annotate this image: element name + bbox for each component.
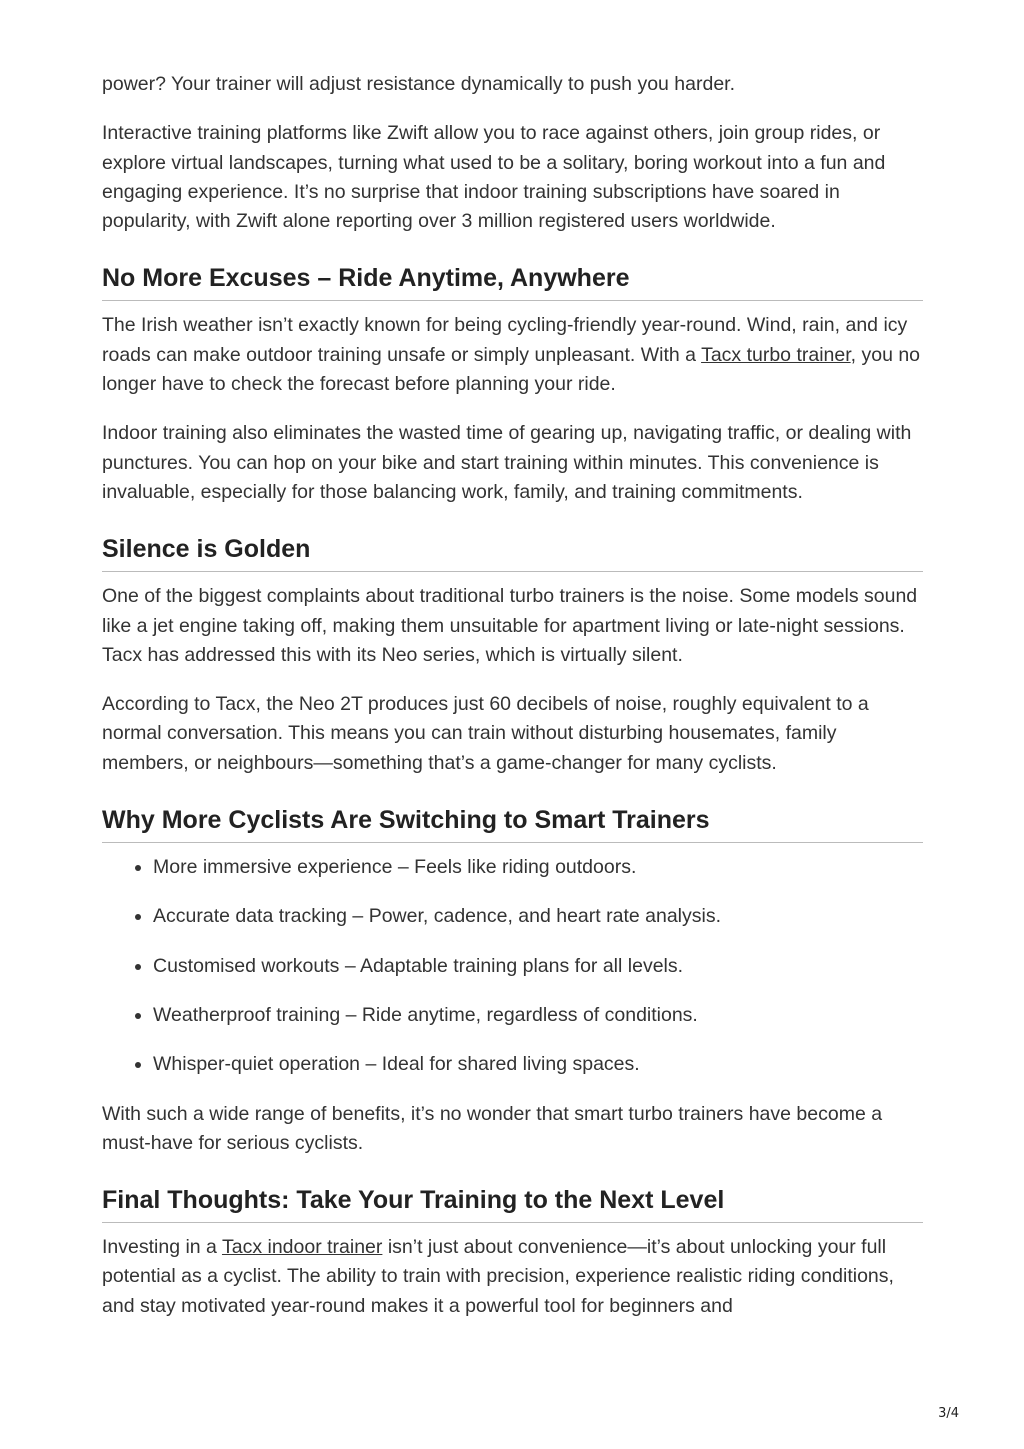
paragraph-noise-complaints: One of the biggest complaints about traditional turbo trainers is the noise. Some models sound like a jet engine taking off, making them unsuitable for apartment living or late-night sessions. Tacx has addressed this with its Neo series, which is virtually silent. [102, 585, 918, 666]
article-body [102, 70, 923, 1341]
paragraph-intro-end: power? Your trainer will adjust resistance dynamically to push you harder. [102, 73, 736, 95]
heading-why-switching: Why More Cyclists Are Switching to Smart Trainers [102, 804, 923, 843]
link-tacx-turbo-trainer[interactable]: Tacx turbo trainer [701, 343, 851, 366]
paragraph-irish-weather [102, 311, 923, 399]
paragraph-benefits-summary: With such a wide range of benefits, it’s no wonder that smart turbo trainers have become a must-have for serious cyclists. [102, 1102, 883, 1154]
heading-silence-is-golden: Silence is Golden [102, 533, 923, 572]
page-number: 3/4 [938, 1406, 959, 1421]
list-item: • Whisper-quiet operation – Ideal for shared living spaces. [153, 1050, 923, 1079]
paragraph-investing [102, 1233, 923, 1321]
list-item: • Customised workouts – Adaptable training plans for all levels. [153, 952, 923, 981]
paragraph-indoor-training: Indoor training also eliminates the wasted time of gearing up, navigating traffic, or dealing with punctures. You can hop on your bike and start training within minutes. This convenience is invaluable, especially for those balancing work, family, and training commitments. [102, 422, 912, 503]
heading-no-more-excuses: No More Excuses – Ride Anytime, Anywhere [102, 262, 923, 301]
list-item: • More immersive experience – Feels like riding outdoors. [153, 853, 923, 882]
text-span: The Irish weather isn’t exactly known for being cycling-friendly year-round. Wind, rain, and icy roads can make outdoor training unsafe or simply unpleasant. With a [102, 314, 908, 366]
heading-final-thoughts: Final Thoughts: Take Your Training to the Next Level [102, 1184, 923, 1223]
benefits-list [102, 853, 923, 1079]
list-item: • Weatherproof training – Ride anytime, regardless of conditions. [153, 1001, 923, 1030]
paragraph-neo-2t-decibels: According to Tacx, the Neo 2T produces just 60 decibels of noise, roughly equivalent to a normal conversation. This means you can train without disturbing housemates, family members, or neighbours—something that’s a game-changer for many cyclists. [102, 693, 869, 774]
text-span: Investing in a [102, 1236, 222, 1259]
text-span: , you no longer have to check the forecast before planning your ride. [102, 343, 921, 396]
paragraph-interactive-platforms: Interactive training platforms like Zwift allow you to race against others, join group rides, or explore virtual landscapes, turning what used to be a solitary, boring workout into a fun and engaging experience. It’s no surprise that indoor training subscriptions have soared in popularity, with Zwift alone reporting over 3 million registered users worldwide. [102, 122, 886, 233]
link-tacx-indoor-trainer[interactable]: Tacx indoor trainer [221, 1236, 383, 1259]
list-item: • Accurate data tracking – Power, cadence, and heart rate analysis. [153, 902, 923, 931]
text-span: isn’t just about convenience—it’s about unlocking your full potential as a cyclist. The ability to train with precision, experience realistic riding conditions, and stay motivated year-round makes it a powerful tool for beginners and [102, 1236, 894, 1317]
